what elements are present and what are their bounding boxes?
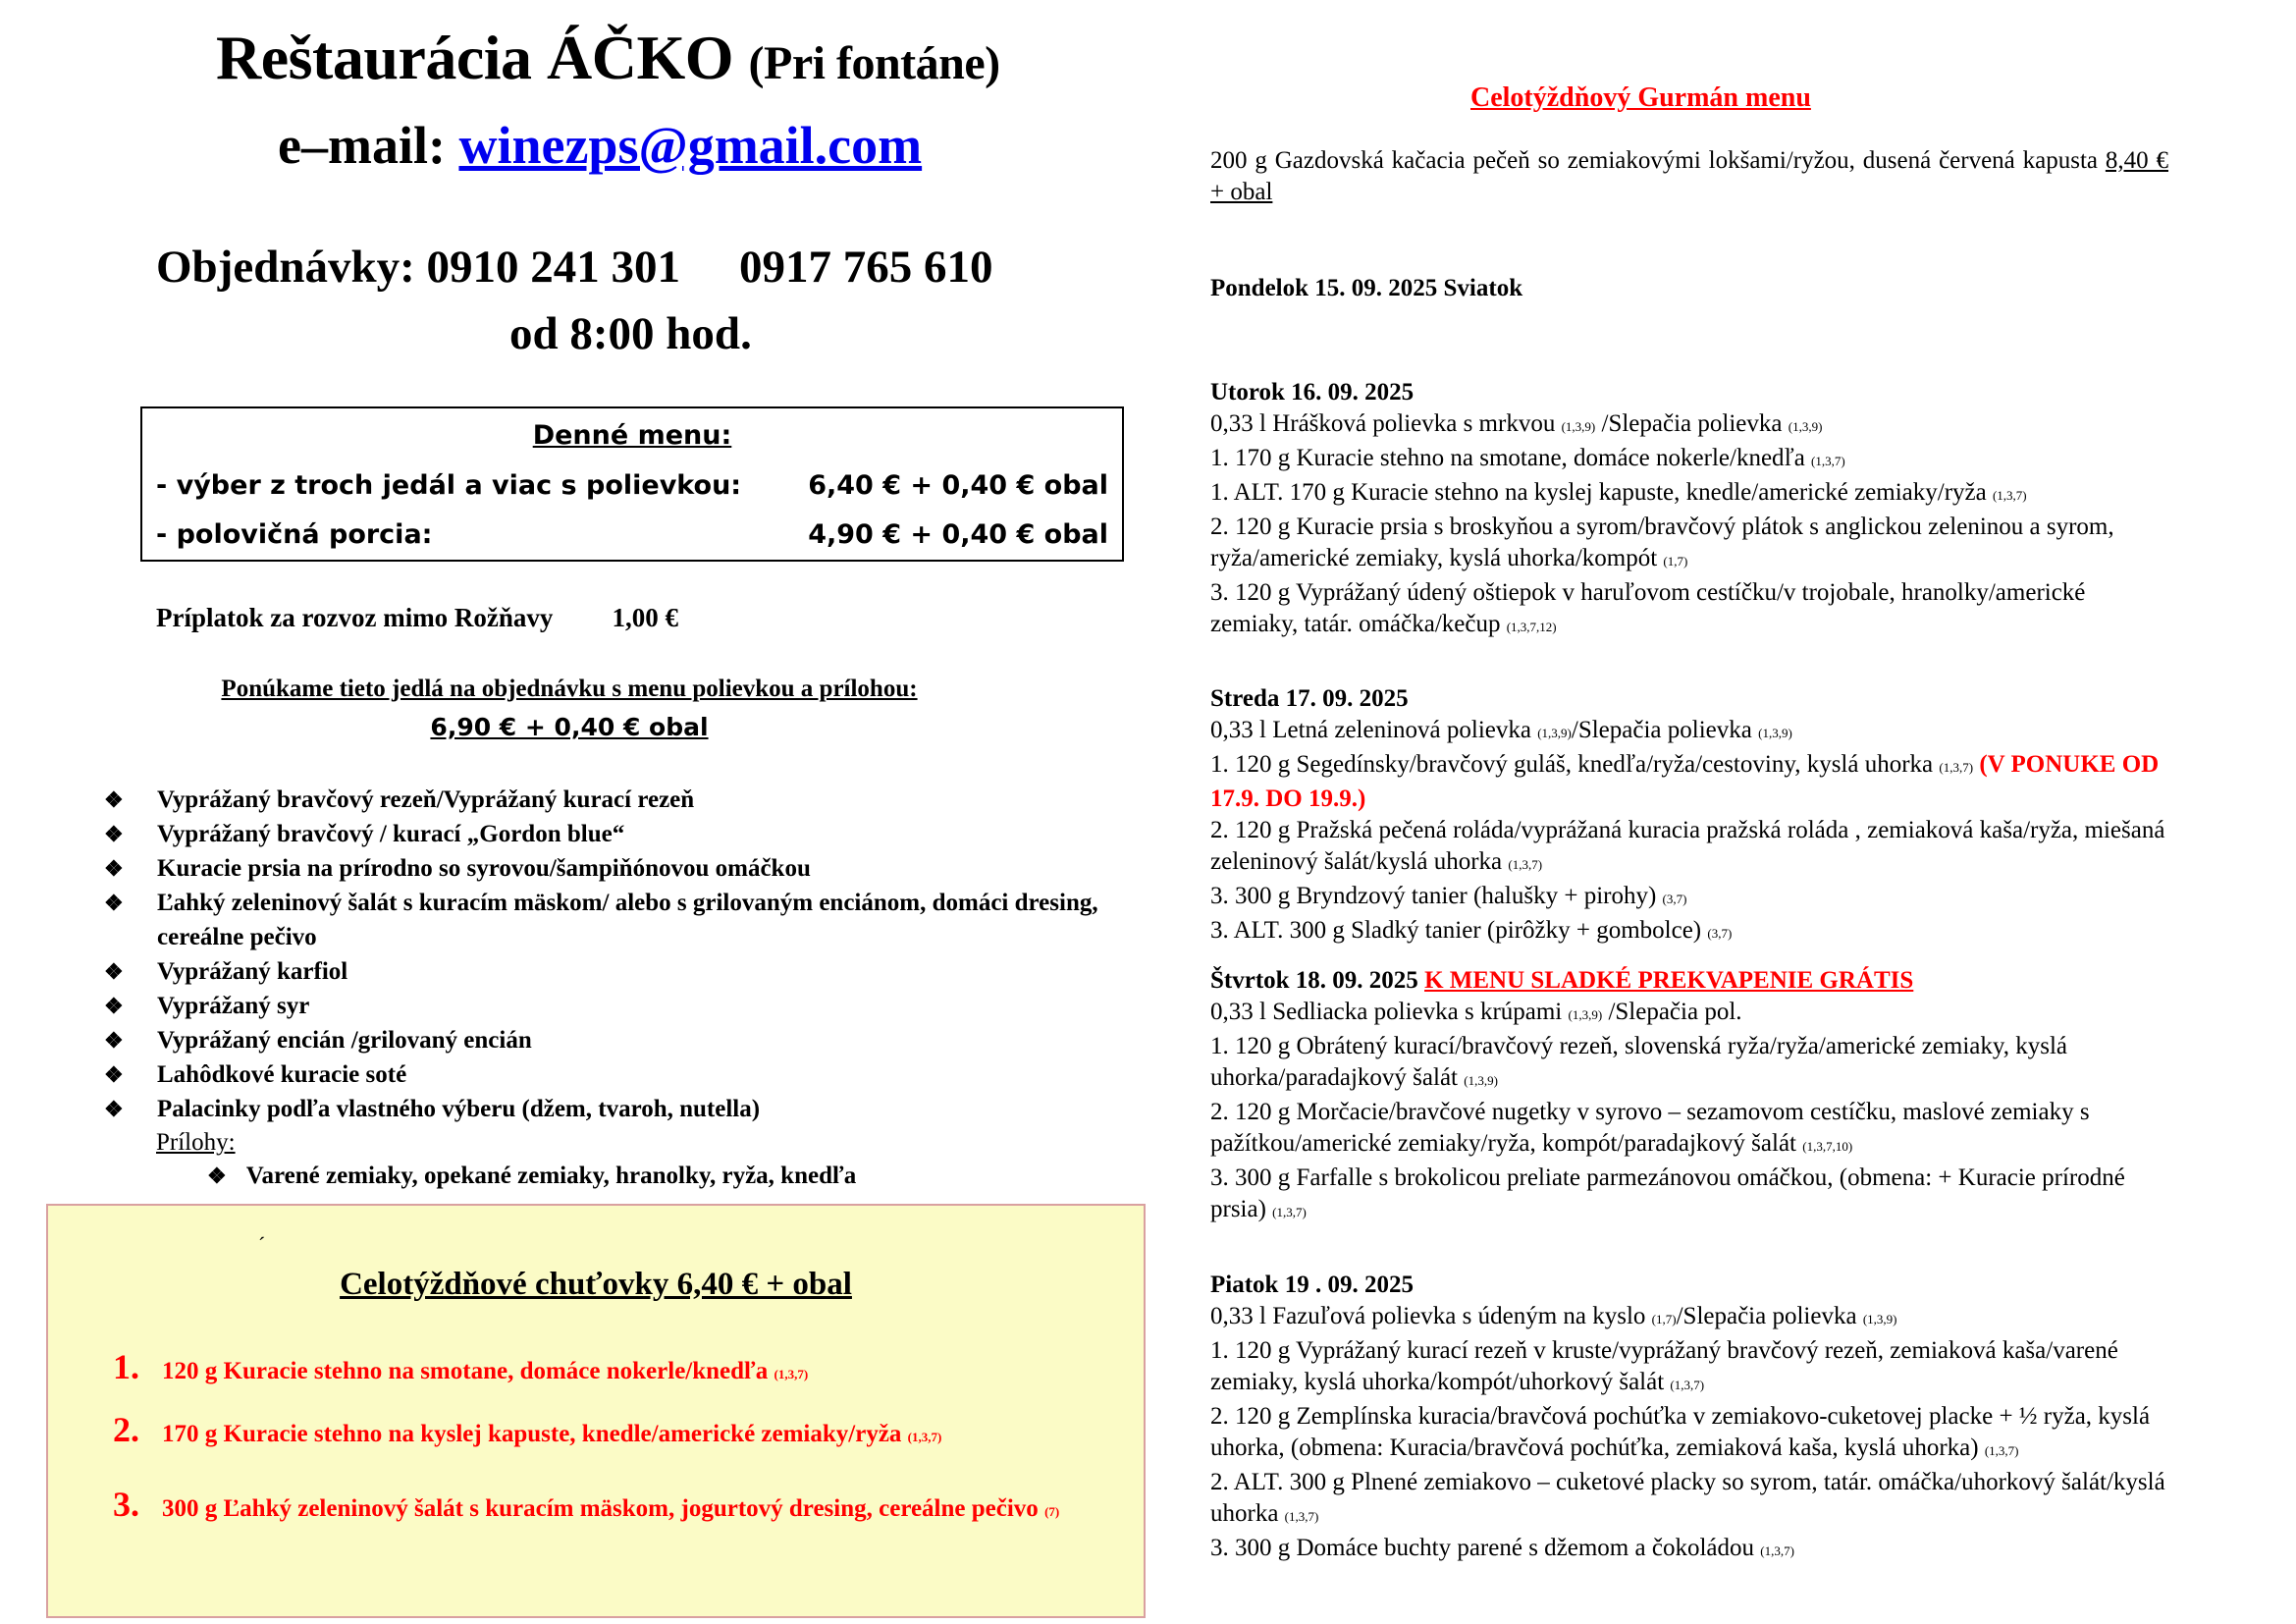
surcharge-label: Príplatok za rozvoz mimo Rožňavy — [156, 603, 554, 632]
snack-item — [113, 1347, 1128, 1389]
diamond-bullet-icon: ❖ — [104, 1062, 124, 1087]
list-item: ❖ Vyprážaný encián /grilovaný encián — [104, 1023, 1145, 1057]
daily-menu-row-label: - polovičná porcia: — [156, 519, 433, 550]
list-item: ❖ Palacinky podľa vlastného výberu (džem, tvaroh, nutella) — [104, 1092, 1145, 1126]
diamond-bullet-icon: ❖ — [104, 787, 124, 812]
list-item: ❖ Kuracie prsia na prírodno so syrovou/šampiňónovou omáčkou — [104, 851, 1145, 886]
snack-item — [113, 1410, 1128, 1452]
list-item: ❖ Lahôdkové kuracie soté — [104, 1057, 1145, 1092]
diamond-bullet-icon: ❖ — [104, 959, 124, 984]
gurman-menu-text: 200 g Gazdovská kačacia pečeň so zemiakovými lokšami/ryžou, dusená červená kapusta 8,40 € + obal — [1210, 147, 2169, 205]
gurman-price: 8,40 € + obal — [1210, 147, 2169, 205]
day-title: Utorok 16. 09. 2025 — [1210, 379, 1415, 406]
day-title: Streda 17. 09. 2025 — [1210, 685, 1409, 712]
gurman-menu-title: Celotýždňový Gurmán menu — [1470, 82, 1811, 113]
email-line — [278, 115, 922, 176]
email-label: e–mail: — [278, 116, 446, 175]
day-title: Piatok 19 . 09. 2025 — [1210, 1272, 1414, 1298]
list-item: ❖ Ľahký zeleninový šalát s kuracím mäskom/ alebo s grilovaným enciánom, domáci dresing, cereálne pečivo — [104, 886, 1145, 954]
delivery-surcharge — [156, 603, 678, 633]
snack-text: 120 g Kuracie stehno na smotane, domáce nokerle/knedľa — [162, 1358, 769, 1384]
allergens: (7) — [1044, 1504, 1060, 1519]
phone-2: 0917 765 610 — [739, 242, 993, 293]
restaurant-location: (Pri fontáne) — [748, 37, 1000, 89]
snack-text: 170 g Kuracie stehno na kyslej kapuste, knedle/americké zemiaky/ryža — [162, 1421, 902, 1447]
list-item: ❖ Vyprážaný bravčový / kurací „Gordon blue“ — [104, 817, 1145, 851]
allergens: (1,3,7) — [774, 1367, 809, 1381]
order-offer-price: 6,90 € + 0,40 € obal — [430, 713, 709, 741]
snack-text: 300 g Ľahký zeleninový šalát s kuracím mäskom, jogurtový dresing, cereálne pečivo — [162, 1495, 1039, 1522]
daily-menu-title: Denné menu: — [532, 420, 732, 451]
daily-menu-box — [140, 406, 1124, 562]
diamond-bullet-icon: ❖ — [104, 891, 124, 915]
diamond-bullet-icon: ❖ — [104, 822, 124, 846]
list-item: ❖ Vyprážaný bravčový rezeň/Vyprážaný kurací rezeň — [104, 783, 1145, 817]
order-offer-title: Ponúkame tieto jedlá na objednávku s menu polievkou a prílohou: — [221, 676, 918, 702]
allergens: (1,3,7) — [907, 1430, 942, 1444]
snack-number: 2. — [113, 1410, 139, 1449]
order-dishes-list — [104, 783, 1145, 1126]
daily-menu-row — [156, 519, 1108, 550]
thursday-note: K MENU SLADKÉ PREKVAPENIE GRÁTIS — [1424, 967, 1914, 994]
orders-line — [156, 241, 993, 294]
daily-menu-row — [156, 470, 1108, 501]
orders-label: Objednávky: — [156, 242, 415, 293]
day-tuesday: Utorok 16. 09. 2025 0,33 l Hrášková polievka s mrkvou (1,3,9) /Slepačia polievka (1,3,9) 1. 170 g Kuracie stehno na smotane, domáce nokerle/knedľa (1,3,7) 1. ALT. 170 g Kuracie stehno na kyslej kapuste, knedle/americké zemiaky/ryža (1,3,7) 2. 120 g Kuracie prsia s broskyňou a syrom/bravčový plátok s anglickou zeleninou a syrom, ryža/americké zemiaky, kyslá uhorka/kompót (1,7) 3. 120 g Vyprážaný údený oštiepok v haruľovom cestíčku/v trojobale, hranolky/americké zemiaky, tatár. omáčka/kečup (1,3,7,12) — [1210, 379, 2114, 637]
list-item: ❖ Vyprážaný syr — [104, 989, 1145, 1023]
diamond-bullet-icon: ❖ — [104, 1097, 124, 1121]
restaurant-title — [216, 22, 1000, 94]
list-item: ❖ Vyprážaný karfiol — [104, 954, 1145, 989]
orders-from: od 8:00 hod. — [509, 308, 752, 359]
day-friday: Piatok 19 . 09. 2025 0,33 l Fazuľová polievka s údeným na kyslo (1,7)/Slepačia polievka (1,3,9) 1. 120 g Vyprážaný kurací rezeň v kruste/vyprážaný bravčový rezeň, zemiaková kaša/varené zemiaky, kyslá uhorka/kompót/uhorkový šalát (1,3,7) 2. 120 g Zemplínska kuracia/bravčová pochúťka v zemiakovo-cuketovej placke + ½ ryža, kyslá uhorka, (obmena: Kuracia/bravčová pochúťka, zemiaková kaša, kyslá uhorka) (1,3,7) 2. ALT. 300 g Plnené zemiakovo – cuketové placky so syrom, tatár. omáčka/uhorkový šalát/kyslá uhorka (1,3,7) 3. 300 g Domáce buchty parené s džemom a čokoládou (1,3,7) — [1210, 1272, 2165, 1561]
sides-label: Prílohy: — [156, 1129, 236, 1156]
day-monday: Pondelok 15. 09. 2025 Sviatok — [1210, 275, 1523, 301]
daily-menu-row-price: 4,90 € + 0,40 € obal — [808, 519, 1108, 550]
diamond-bullet-icon: ❖ — [104, 1028, 124, 1053]
day-wednesday: Streda 17. 09. 2025 0,33 l Letná zeleninová polievka (1,3,9)/Slepačia polievka (1,3,9) 1. 120 g Segedínsky/bravčový guláš, knedľa/ryža/cestoviny, kyslá uhorka (1,3,7) (V PONUKE OD 17.9. DO 19.9.) 2. 120 g Pražská pečená roláda/vyprážaná kuracia pražská roláda , zemiaková kaša/ryža, miešaná zeleninový šalát/kyslá uhorka (1,3,7) 3. 300 g Bryndzový tanier (halušky + pirohy) (3,7) 3. ALT. 300 g Sladký tanier (pirôžky + gombolce) (3,7) — [1210, 685, 2165, 944]
sides-item: ❖ Varené zemiaky, opekané zemiaky, hranolky, ryža, knedľa — [207, 1163, 857, 1189]
email-link[interactable]: winezps@gmail.com — [458, 116, 923, 175]
weekly-snacks-title: Celotýždňové chuťovky 6,40 € + obal — [340, 1267, 852, 1302]
snack-number: 3. — [113, 1485, 139, 1524]
phone-1: 0910 241 301 — [426, 242, 681, 293]
snack-number: 1. — [113, 1347, 139, 1386]
diamond-bullet-icon: ❖ — [104, 994, 124, 1018]
daily-menu-row-price: 6,40 € + 0,40 € obal — [808, 470, 1108, 501]
restaurant-name: Reštaurácia ÁČKO — [216, 23, 734, 92]
snack-item — [113, 1485, 1128, 1527]
diamond-bullet-icon: ❖ — [104, 856, 124, 881]
diamond-bullet-icon: ❖ — [207, 1164, 227, 1188]
surcharge-value: 1,00 € — [612, 603, 678, 632]
stray-mark: ´ — [258, 1232, 266, 1257]
daily-menu-row-label: - výber z troch jedál a viac s polievkou: — [156, 470, 742, 501]
day-title: Štvrtok 18. 09. 2025 — [1210, 967, 1425, 994]
day-thursday: Štvrtok 18. 09. 2025 K MENU SLADKÉ PREKVAPENIE GRÁTIS 0,33 l Sedliacka polievka s krúpami (1,3,9) /Slepačia pol. 1. 120 g Obrátený kurací/bravčový rezeň, slovenská ryža/ryža/americké zemiaky, kyslá uhorka/paradajkový šalát (1,3,9) 2. 120 g Morčacie/bravčové nugetky v syrovo – sezamovom cestíčku, maslové zemiaky s pažítkou/americké zemiaky/ryža, kompót/paradajkový šalát (1,3,7,10) 3. 300 g Farfalle s brokolicou preliate parmezánovou omáčkou, (obmena: + Kuracie prírodné prsia) (1,3,7) — [1210, 967, 2125, 1222]
offer-note: (V PONUKE OD 17.9. DO 19.9.) — [1210, 751, 2160, 812]
